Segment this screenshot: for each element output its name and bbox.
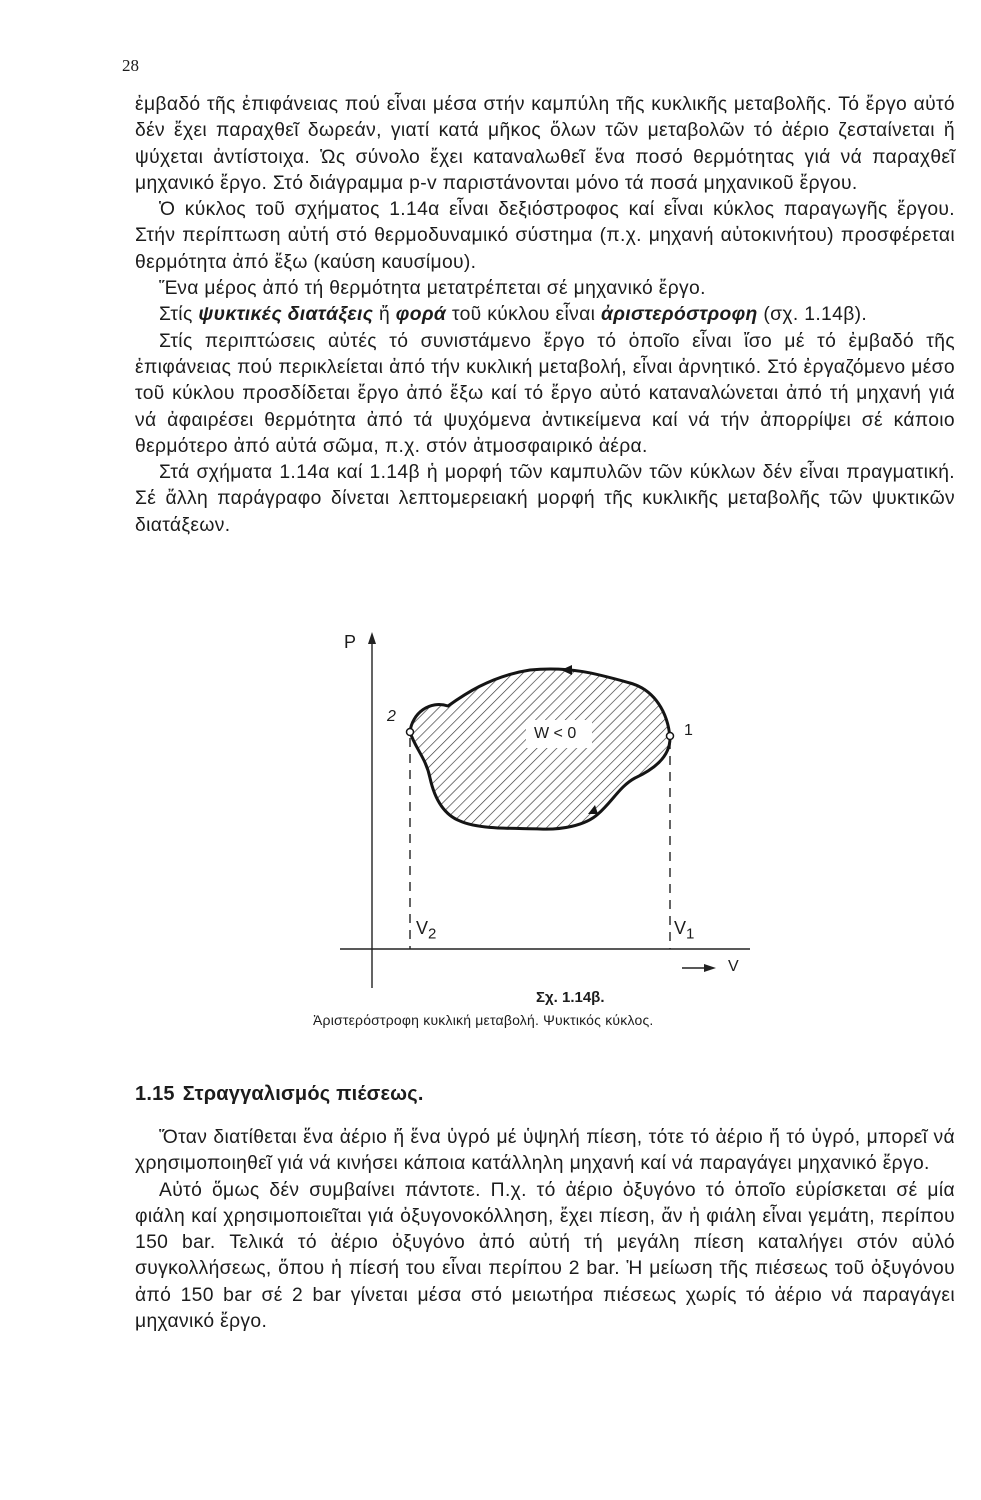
figure-caption-text: Ἀριστερόστροφη κυκλική μεταβολή. Ψυκτικός κύκλος. <box>313 1012 654 1028</box>
v1-label <box>674 918 694 943</box>
paragraph: Αὐτό ὅμως δέν συμβαίνει πάντοτε. Π.χ. τό ἀέριο ὀξυγόνο τό ὁποῖο εὑρίσκεται σέ μία φιάλη καί χρησιμοποιεῖται γιά ὀξυγονοκόλληση, ἔχει πίεση, ἄν ἡ φιάλη εἶναι γεμάτη, περίπου 150 bar. Τελικά τό ἀέριο ὀξυγόνο ἀπό αὐτή τή μεγάλη πίεση καταλήγει στόν αὐλό συγκολλήσεως, ὅπου ἡ πίεσή του εἶναι περίπου 2 bar. Ἡ μείωση τῆς πιέσεως τοῦ ὀξυγόνου ἀπό 150 bar σέ 2 bar γίνεται μέσα στό μειωτήρα πιέσεως χωρίς τό ἀέριο νά παραγάγει μηχανικό ἔργο. <box>135 1179 955 1333</box>
point-2 <box>407 729 414 736</box>
cycle-area <box>410 669 670 829</box>
area-label: W < 0 <box>534 725 577 742</box>
section-number: 1.15 <box>135 1083 175 1105</box>
paragraph: Στά σχήματα 1.14α καί 1.14β ἡ μορφή τῶν καμπυλῶν τῶν κύκλων δέν εἶναι πραγματική. Σέ ἄλλη παράγραφο δίνεται λεπτομερειακή μορφή τῆς κυκλικῆς μεταβολῆς τῶν ψυκτικῶν διατάξεων. <box>135 462 955 536</box>
figure-pv-diagram <box>330 628 760 1033</box>
v-arrow-head <box>704 964 716 972</box>
paragraph: Ὅταν διατίθεται ἕνα ἀέριο ἤ ἕνα ὑγρό μέ ὑψηλή πίεση, τότε τό ἀέριο ἤ τό ὑγρό, μπορεῖ νά χρησιμοποιηθεῖ γιά νά κινήσει κάποια κατάλληλη μηχανή καί νά παραγάγει μηχανικό ἔργο. <box>135 1127 955 1175</box>
paragraph: Στίς περιπτώσεις αὐτές τό συνιστάμενο ἔργο τό ὁποῖο εἶναι ἴσο μέ τό ἐμβαδό τῆς ἐπιφάνειας πού περικλείεται ἀπό τήν κυκλική μεταβολή, εἶναι ἀρνητικό. Στό ἐργαζόμενο μέσο τοῦ κύκλου προσδίδεται ἔργο ἀπό ἔξω καί τό ἔργο αὐτό καταναλώνεται ἀπό τή μηχανή γιά νά ἀφαιρέσει θερμότητα ἀπό τά ψυχόμενα ἀντικείμενα καί νά τήν ἀπορρίψει σέ κάποιο θερμότερο ἀπό αὐτά σῶμα, π.χ. στόν ἀτμοσφαιρικό ἀέρα. <box>135 330 955 457</box>
body-text-section <box>135 1125 955 1335</box>
emph-mid2: τοῦ κύκλου εἶναι <box>451 304 596 326</box>
term-direction: φορά <box>395 304 447 326</box>
emph-suffix: (σχ. 1.14β). <box>763 304 868 326</box>
v1-label-sub: 1 <box>686 925 695 943</box>
section-title: Στραγγαλισμός πιέσεως. <box>182 1083 424 1105</box>
v2-label-main: V <box>416 918 429 938</box>
section-heading <box>135 1083 424 1106</box>
term-counterclockwise: ἀριστερόστροφη <box>600 304 758 326</box>
y-axis-arrow <box>368 632 376 644</box>
point-1-label: 1 <box>684 722 693 739</box>
y-axis-label: P <box>344 632 357 652</box>
paragraph: ἐμβαδό τῆς ἐπιφάνειας πού εἶναι μέσα στήν καμπύλη τῆς κυκλικῆς μεταβολῆς. Τό ἔργο αὐτό δέν ἔχει παραχθεῖ δωρεάν, γιατί κατά μῆκος ὅλων τῶν μεταβολῶν τό ἀέριο ζεσταίνεται ἤ ψύχεται ἀντίστοιχα. Ὡς σύνολο ἔχει καταναλωθεῖ ἕνα ποσό θερμότητας γιά νά παραχθεῖ μηχανικό ἔργο. Στό διάγραμμα p-v παριστάνονται μόνο τά ποσά μηχανικοῦ ἔργου. <box>135 94 955 194</box>
figure-caption-title: Σχ. 1.14β. <box>536 989 605 1006</box>
paragraph: Ἕνα μέρος ἀπό τή θερμότητα μετατρέπεται σέ μηχανικό ἔργο. <box>159 278 706 300</box>
term-refrigeration-devices: ψυκτικές διατάξεις <box>198 304 374 326</box>
v1-label-main: V <box>674 918 687 938</box>
paragraph-emphasis <box>135 302 955 328</box>
body-text-top <box>135 92 955 539</box>
emph-mid1: ἤ <box>378 304 391 326</box>
emph-prefix: Στίς <box>159 304 193 326</box>
page-number: 28 <box>122 56 139 75</box>
v2-label-sub: 2 <box>428 925 437 943</box>
v2-label <box>416 918 436 943</box>
point-2-label: 2 <box>387 708 396 725</box>
point-1 <box>667 733 674 740</box>
x-axis-label: V <box>728 958 739 975</box>
paragraph: Ὁ κύκλος τοῦ σχήματος 1.14α εἶναι δεξιόστροφος καί εἶναι κύκλος παραγωγῆς ἔργου. Στήν περίπτωση αὐτή στό θερμοδυναμικό σύστημα (π.χ. μηχανή αὐτοκινήτου) προσφέρεται θερμότητα ἀπό ἔξω (καύση καυσίμου). <box>135 199 955 273</box>
pv-diagram-svg <box>330 628 760 998</box>
